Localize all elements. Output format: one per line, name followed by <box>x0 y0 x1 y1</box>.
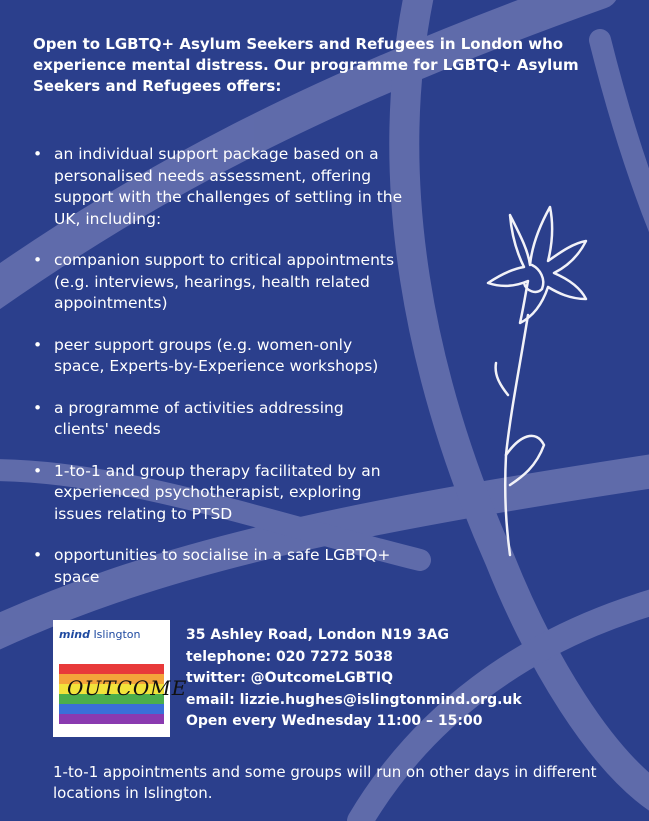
intro-text: Open to LGBTQ+ Asylum Seekers and Refugees in London who experience mental distress. Our programme for LGBTQ+ Asylum Seekers and Refugees offers: <box>33 35 579 95</box>
mind-islington-logo <box>59 628 141 641</box>
stripe-red <box>59 664 164 674</box>
bullet-icon: • <box>33 251 43 269</box>
footer-note: 1-to-1 appointments and some groups will run on other days in different locations in Islington. <box>53 763 597 802</box>
mind-location: Islington <box>93 628 141 641</box>
bullet-icon: • <box>33 145 43 163</box>
list-item-text: a programme of activities addressing clients' needs <box>54 398 344 438</box>
bullet-icon: • <box>33 546 43 564</box>
outcome-wordmark: OUTCOME <box>67 676 188 700</box>
list-item-text: peer support groups (e.g. women-only space, Experts-by-Experience workshops) <box>54 335 379 375</box>
list-item-text: opportunities to socialise in a safe LGBTQ+ space <box>54 546 391 586</box>
daffodil-illustration <box>470 195 590 565</box>
stripe-blue <box>59 704 164 714</box>
list-item <box>33 461 403 526</box>
list-item <box>33 398 403 441</box>
list-item-text: 1-to-1 and group therapy facilitated by an experienced psychotherapist, exploring issues relating to PTSD <box>54 461 381 523</box>
list-item-text: companion support to critical appointments (e.g. interviews, hearings, health related appointments) <box>54 251 395 312</box>
address: 35 Ashley Road, London N19 3AG <box>186 627 449 643</box>
opening-hours: Open every Wednesday 11:00 – 15:00 <box>186 713 483 729</box>
list-item <box>33 250 403 315</box>
services-list <box>33 144 403 608</box>
mind-brand: mind <box>59 628 90 641</box>
telephone[interactable]: telephone: 020 7272 5038 <box>186 648 393 665</box>
contact-details <box>186 625 626 733</box>
twitter-handle[interactable]: twitter: @OutcomeLGBTIQ <box>186 670 393 686</box>
stripe-purple <box>59 714 164 724</box>
list-item <box>33 335 403 378</box>
list-item <box>33 545 403 588</box>
email-address[interactable]: email: lizzie.hughes@islingtonmind.org.uk <box>186 691 522 708</box>
list-item <box>33 144 403 230</box>
bullet-icon: • <box>33 398 43 417</box>
list-item-text: an individual support package based on a personalised needs assessment, offering support with the challenges of settling in the UK, including: <box>54 145 403 228</box>
bullet-icon: • <box>33 461 43 480</box>
outcome-logo <box>53 620 188 737</box>
bullet-icon: • <box>33 335 43 354</box>
